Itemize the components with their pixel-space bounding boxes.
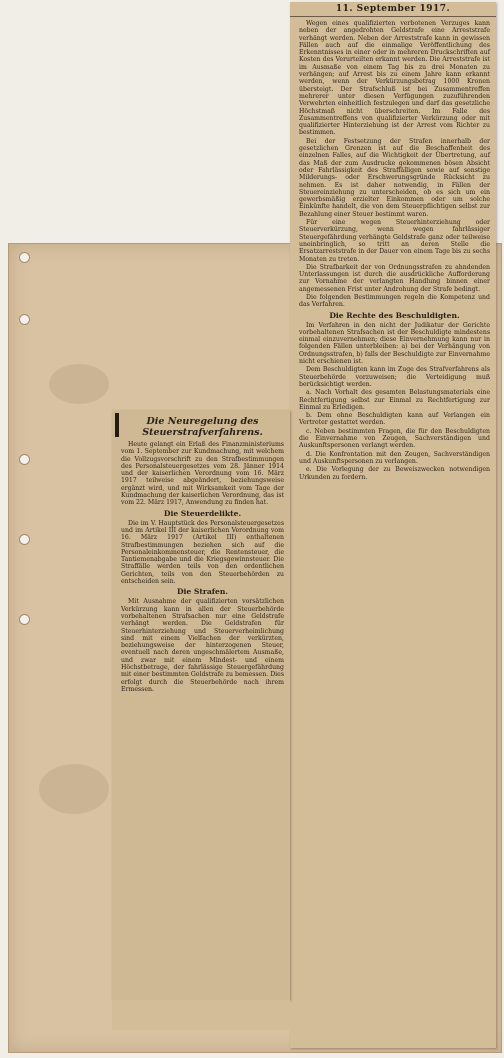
left-newspaper-clipping	[112, 410, 290, 1000]
paragraph: Mit Ausnahme der qualifizierten vorsätzlichen Verkürzung kann in allen der Steuerbehörde vorbehaltenen Strafsachen nur eine Geldstrafe verhängt werden. Die Geldstrafen für Steuerhinterziehung und Steuerverheimlichung sind mit einem Vielfachen der verkürzten, beziehungsweise der hinterzogenen Steuer, eventuell nach deren ungeschmälertem Ausmaße, und zwar mit einem Mindest- und einem Höchstbetrage, der fahrlässige Steuergefährdung mit einer bestimmten Geldstrafe zu bemessen. Dies erfolgt durch die Steuerbehörde nach ihrem Ermessen.	[121, 598, 284, 693]
paragraph: c. Neben bestimmten Fragen, die für den Beschuldigten die Einvernahme von Zeugen, Sachverständigen und Auskunftspersonen verlangt werden.	[299, 427, 490, 450]
article-title: Die Neuregelung des Steuerstrafverfahrens.	[142, 416, 263, 438]
paper-stain	[49, 364, 109, 404]
paragraph: d. Die Konfrontation mit den Zeugen, Sachverständigen und Auskunftspersonen zu verlangen.	[299, 450, 490, 465]
paragraph: Heute gelangt ein Erlaß des Finanzministeriums vom 1. September zur Kundmachung, mit welchem die Vollzugsvorschrift zu den Strafbestimmungen des Personalsteuergesetzes vom 28. Jänner 1914 und der kaiserlichen Verordnung vom 16. März 1917 teilweise abgeändert, beziehungsweise ergänzt wird, und mit Wirksamkeit vom Tage der Kundmachung der kaiserlichen Verordnung, das ist vom 22. März 1917, Anwendung zu finden hat.	[121, 441, 284, 507]
section-heading-penalties: Die Strafen.	[176, 587, 229, 597]
punch-hole	[19, 454, 30, 465]
paragraph: a. Nach Vorhalt des gesamten Belastungsmaterials eine Rechtfertigung selbst zur Einmal zu Rechtfertigung zur Einmal zu Erledigen.	[299, 389, 490, 411]
punch-hole	[19, 614, 30, 625]
dateline: 11. September 1917.	[290, 2, 496, 17]
paragraph: Bei der Festsetzung der Strafen innerhalb der gesetzlichen Grenzen ist auf die Beschaffenheit des einzelnen Falles, auf die Wichtigkeit der Übertretung, auf das Maß der zum Ausdrucke gekommenen bösen Absicht oder Fahrlässigkeit des Straffälligen sowie auf sonstige Milderungs- oder Erschwerungsgründe Rücksicht zu nehmen. Es ist daher notwendig, in Fällen der Steuereinziehung zu unterscheiden, ob es sich um ein gewerbsmäßig erzielter Einkommen oder um solche Einkünfte handelt, die von dem Steuerpflichtigen selbst zur Bezahlung einer Steuer bestimmt waren.	[299, 137, 490, 218]
left-column	[121, 416, 284, 694]
punch-hole	[19, 252, 30, 263]
clipping-torn-edge	[112, 1000, 290, 1030]
section-heading-rights: Die Rechte des Beschuldigten.	[329, 310, 460, 320]
paragraph: Die folgenden Bestimmungen regeln die Kompetenz und das Verfahren.	[299, 293, 490, 309]
punch-hole	[19, 314, 30, 325]
paragraph: Die Strafbarkeit der von Ordnungsstrafen zu ahndenden Unterlassungen ist durch die ausdrückliche Aufforderung zur Vornahme der verlangten Handlung binnen einer angemessenen Frist unter Androhung der Strafe bedingt.	[299, 263, 490, 293]
paragraph: b. Dem ohne Beschuldigten kann auf Verlangen ein Vertreter gestattet werden.	[299, 412, 490, 427]
right-newspaper-clipping	[290, 2, 496, 1048]
paragraph: Im Verfahren in den nicht der Judikatur der Gerichte vorbehaltenen Strafsachen ist der Beschuldigte mindestens einmal einzuvernehmen; diese Einvernehmung kann nur in folgenden Fällen unterbleiben: a) bei der Verhängung von Ordnungsstrafen, b) falls der Beschuldigte zur Einvernahme nicht erschienen ist.	[299, 321, 490, 366]
paragraph: Wegen eines qualifizierten verbotenen Verzuges kann neben der angedrohten Geldstrafe eine Arreststrafe verhängt werden. Neben der Arreststrafe kann in gewissen Fällen auch auf die einmalige Veröffentlichung des Erkenntnisses in einer oder in mehreren Druckschriften auf Kosten des Verurteilten erkannt werden. Die Arreststrafe ist im Ausmaße von einem Tag bis zu drei Monaten zu verhängen; auf Arrest bis zu einem Jahre kann erkannt werden, wenn der Verkürzungsbetrag 1000 Kronen übersteigt. Der Strafschluß ist bei Zusammentreffen mehrerer unter diesen Verfügungen zuzuführenden Verwehrten einheitlich festzulegen und darf das gesetzliche Höchstmaß nicht überschreiten. Im Falle des Zusammentreffens von qualifizierter Verkürzung oder mit qualifizierter Hinterziehung ist der Arrest vom Richter zu bestimmen.	[299, 20, 490, 137]
paper-stain	[39, 764, 109, 814]
paragraph: Für eine wegen Steuerhinterziehung oder Steuerverkürzung, wenn wegen fahrlässiger Steuergefährdung verhängte Geldstrafe ganz oder teilweise uneinbringlich, so tritt an deren Stelle die Ersatzarreststrafe in der Dauer von einem Tage bis zu sechs Monaten zu treten.	[299, 219, 490, 263]
right-column	[299, 20, 490, 482]
section-heading-delicts: Die Steuerdelikte.	[163, 508, 242, 518]
paragraph: Dem Beschuldigten kann im Zuge des Strafverfahrens als Steuerbehörde vorzuweisen; die Verteidigung muß berücksichtigt werden.	[299, 366, 490, 388]
paragraph: e. Die Vorlegung der zu Beweiszwecken notwendigen Urkunden zu fordern.	[299, 466, 490, 481]
paragraph: Die im V. Hauptstück des Personalsteuergesetzes und im Artikel III der kaiserlichen Verordnung vom 16. März 1917 (Artikel III) enthaltenen Strafbestimmungen beziehen sich auf die Personaleinkommensteuer, die Rentensteuer, die Tantiemenabgabe und die Kriegsgewinnsteuer. Die Straffälle werden teils von den ordentlichen Gerichten, teils von den Steuerbehörden zu entscheiden sein.	[121, 519, 284, 586]
margin-mark	[115, 413, 119, 437]
punch-hole	[19, 534, 30, 545]
